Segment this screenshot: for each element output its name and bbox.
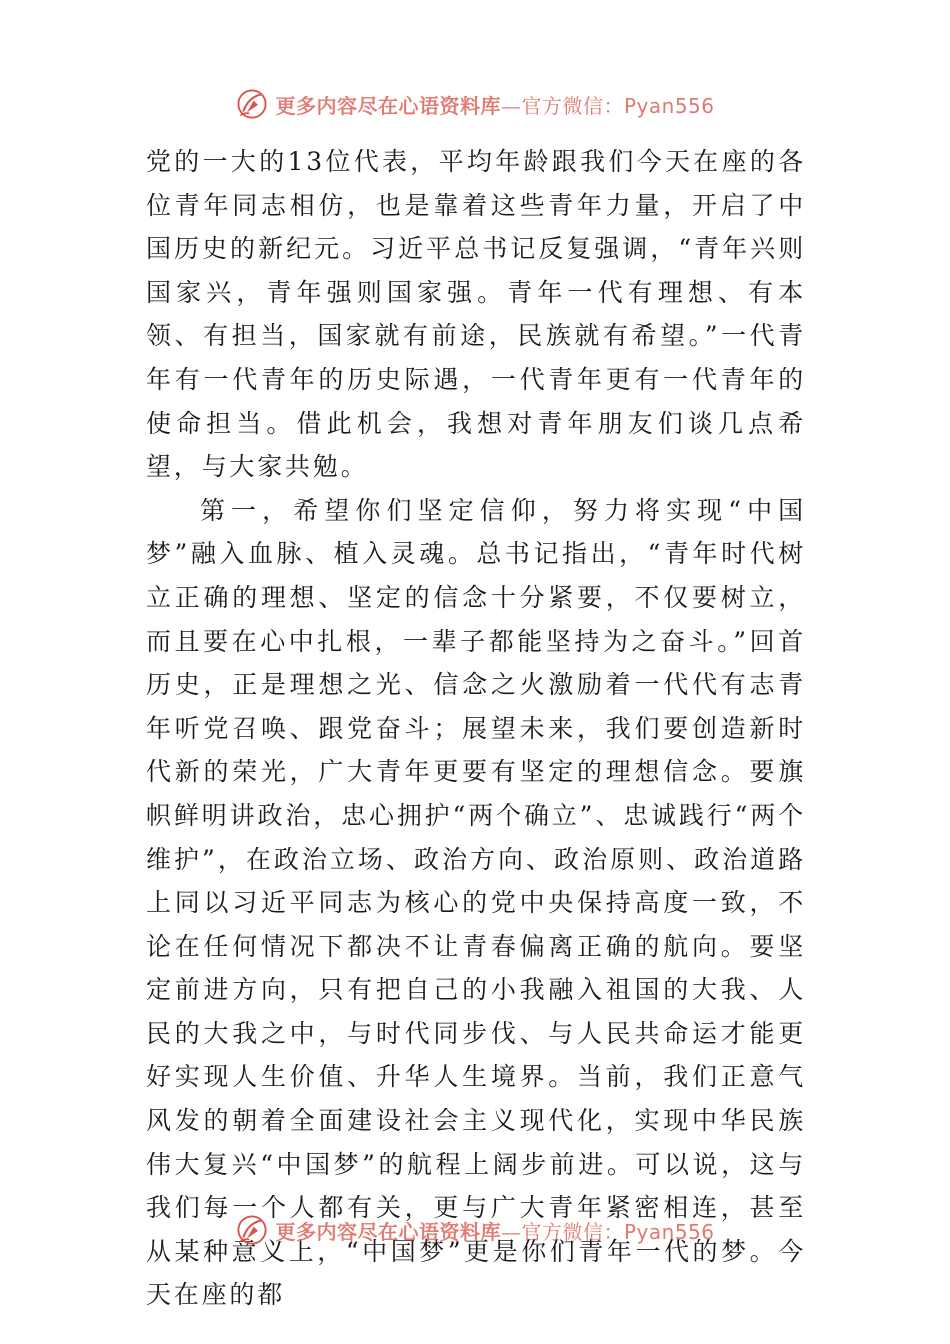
paragraph-1: 党的一大的13位代表，平均年龄跟我们今天在座的各位青年同志相仿，也是靠着这些青年力量，开启了中国历史的新纪元。习近平总书记反复强调，“青年兴则国家兴，青年强则国家强。青年一代有理想、有本领、有担当，国家就有前途，民族就有希望。”一代青年有一代青年的历史际遇，一代青年更有一代青年的使命担当。借此机会，我想对青年朋友们谈几点希望，与大家共勉。 bbox=[146, 147, 806, 482]
header-site-name: 更多内容尽在心语资料库 bbox=[275, 93, 501, 118]
header-wechat-handle: Pyan556 bbox=[623, 93, 715, 118]
footer-separator: — bbox=[500, 1219, 522, 1244]
header-wechat-label: 官方微信： bbox=[521, 93, 624, 118]
document-body bbox=[146, 140, 806, 1317]
paragraph-2: 第一，希望你们坚定信仰，努力将实现“中国梦”融入血脉、植入灵魂。总书记指出，“青年时代树立正确的理想、坚定的信念十分紧要，不仅要树立，而且要在心中扎根，一辈子都能坚持为之奋斗。”回首历史，正是理想之光、信念之火激励着一代代有志青年听党召唤、跟党奋斗；展望未来，我们要创造新时代新的荣光，广大青年更要有坚定的理想信念。要旗帜鲜明讲政治，忠心拥护“两个确立”、忠诚践行“两个维护”，在政治立场、政治方向、政治原则、政治道路上同以习近平同志为核心的党中央保持高度一致，不论在任何情况下都决不让青春偏离正确的航向。要坚定前进方向，只有把自己的小我融入祖国的大我、人民的大我之中，与时代同步伐、与人民共命运才能更好实现人生价值、升华人生境界。当前，我们正意气风发的朝着全面建设社会主义现代化，实现中华民族伟大复兴“中国梦”的航程上阔步前进。可以说，这与我们每一个人都有关，更与广大青年紧密相连，甚至从某种意义上，“中国梦”更是你们青年一代的梦。今天在座的都 bbox=[146, 495, 806, 1310]
header-separator: — bbox=[500, 93, 522, 118]
footer-watermark bbox=[0, 1210, 950, 1250]
footer-wechat-handle: Pyan556 bbox=[623, 1219, 715, 1244]
footer-wechat-label: 官方微信： bbox=[521, 1219, 624, 1244]
footer-site-name: 更多内容尽在心语资料库 bbox=[275, 1219, 501, 1244]
header-watermark bbox=[0, 84, 950, 124]
pen-nib-logo-icon bbox=[235, 1213, 269, 1247]
pen-nib-logo-icon bbox=[235, 87, 269, 121]
